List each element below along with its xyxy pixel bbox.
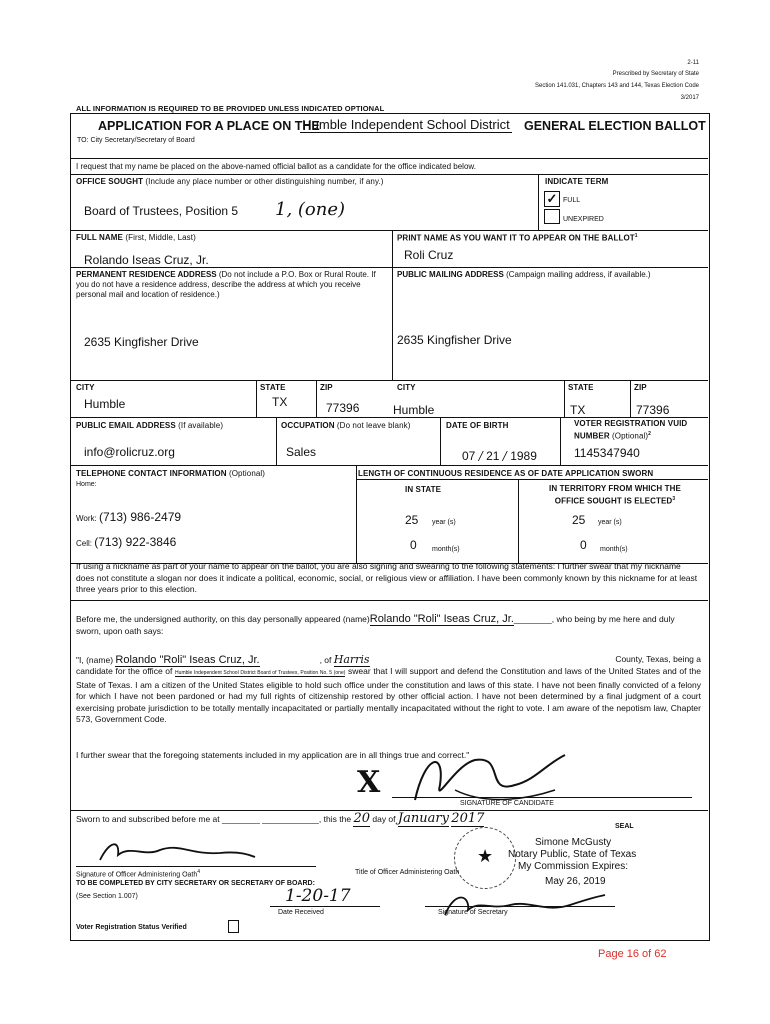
mailing-state-value[interactable]: TX xyxy=(570,403,586,417)
completed-by-label: TO BE COMPLETED BY CITY SECRETARY OR SECRETARY OF BOARD: xyxy=(76,880,315,887)
form-title-right: GENERAL ELECTION BALLOT xyxy=(524,119,706,133)
office-sought-label: OFFICE SOUGHT (Include any place number or other distinguishing number, if any.) xyxy=(76,177,384,186)
notary-line2: My Commission Expires: xyxy=(518,861,629,872)
cell-phone[interactable]: Cell: (713) 922-3846 xyxy=(76,535,177,549)
territory-years-value[interactable]: 25 xyxy=(572,513,586,527)
see-section-label: (See Section 1.007) xyxy=(76,893,138,900)
mailing-address-label: PUBLIC MAILING ADDRESS (Campaign mailing address, if available.) xyxy=(397,270,651,279)
state-years-value[interactable]: 25 xyxy=(405,513,419,527)
before-me-statement: Before me, the undersigned authority, on this day personally appeared (name)Rolando "Roli" Iseas Cruz, Jr.________, who being by me here and duly sworn, upon oath says: xyxy=(76,613,675,636)
full-name-value[interactable]: Rolando Iseas Cruz, Jr. xyxy=(84,253,209,267)
territory-months-value[interactable]: 0 xyxy=(580,538,587,552)
oath-swear-text: candidate for the office of Humble Independent School District Board of Trustees, Position No. 5 (one) swear that I will support and defend the Constitution and laws of the United States and of the State of Texas. I am a citizen of the United States eligible to hold such office under the constitution and laws of this state. I have not been finally convicted of a felony for which I have not been pardoned or had my full rights of citizenship restored by other official action. I have not been determined by a final judgment of a court exercising probate jurisdiction to be totally mentally incapacitated or partially mentally incapacitated without the right to vote. I am aware of the nepotism law, Chapter 573, Government Code. xyxy=(76,666,701,724)
occupation-value[interactable]: Sales xyxy=(286,445,317,459)
ballot-name-value[interactable]: Roli Cruz xyxy=(404,248,454,262)
signature-x-mark: X xyxy=(357,765,381,800)
office-sought-value[interactable]: Board of Trustees, Position 5 xyxy=(84,204,239,218)
state-months-label: month(s) xyxy=(432,546,460,553)
email-value[interactable]: info@rolicruz.org xyxy=(84,445,175,459)
work-phone[interactable]: Work: (713) 986-2479 xyxy=(76,510,182,524)
occupation-label: OCCUPATION (Do not leave blank) xyxy=(281,421,411,430)
page-number: Page 16 of 62 xyxy=(598,948,667,960)
territory-years-label: year (s) xyxy=(598,519,622,526)
dob-value[interactable]: 07 / 21 / 1989 xyxy=(462,449,537,463)
full-term-checkbox[interactable] xyxy=(544,191,560,207)
prescribed-by: Prescribed by Secretary of State xyxy=(612,71,699,77)
voter-status-label: Voter Registration Status Verified xyxy=(76,924,187,931)
mailing-zip-label: ZIP xyxy=(634,383,647,392)
notary-seal-icon: ★ xyxy=(454,827,516,889)
in-state-label: IN STATE xyxy=(405,485,442,494)
term-label: INDICATE TERM xyxy=(545,177,609,186)
form-title-left: APPLICATION FOR A PLACE ON THE xyxy=(98,119,320,133)
mailing-state-label: STATE xyxy=(568,383,594,392)
full-name-label: FULL NAME (First, Middle, Last) xyxy=(76,233,196,242)
secretary-signature-image xyxy=(430,885,610,925)
residence-address-value[interactable]: 2635 Kingfisher Drive xyxy=(84,335,199,349)
territory-months-label: month(s) xyxy=(600,546,628,553)
candidate-signature-label: SIGNATURE OF CANDIDATE xyxy=(460,800,554,807)
state-years-label: year (s) xyxy=(432,519,456,526)
zip-label: ZIP xyxy=(320,383,333,392)
required-notice: ALL INFORMATION IS REQUIRED TO BE PROVIDED UNLESS INDICATED OPTIONAL xyxy=(76,104,385,113)
statute-section: Section 141.031, Chapters 143 and 144, Texas Election Code xyxy=(534,83,699,89)
oath-name-line: "I, (name) Rolando "Roli" Iseas Cruz, Jr. , of Harris County, Texas, being a xyxy=(76,653,701,666)
residence-length-label: LENGTH OF CONTINUOUS RESIDENCE AS OF DATE APPLICATION SWORN xyxy=(358,469,654,478)
form-number: 2-11 xyxy=(687,60,699,66)
vuid-label: VOTER REGISTRATION VUID NUMBER (Optional)$^2$ xyxy=(574,419,688,441)
district-name: Humble Independent School District xyxy=(300,117,512,133)
notary-line3: May 26, 2019 xyxy=(545,876,606,887)
zip-value[interactable]: 77396 xyxy=(326,401,360,415)
revision-date: 3/2017 xyxy=(680,95,699,101)
notary-line1: Notary Public, State of Texas xyxy=(508,849,637,860)
mailing-city-value[interactable]: Humble xyxy=(393,403,435,417)
city-label: CITY xyxy=(76,383,95,392)
office-handwritten-note: 1, (one) xyxy=(275,199,346,220)
ballot-name-label: PRINT NAME AS YOU WANT IT TO APPEAR ON THE BALLOT$^1$ xyxy=(397,233,638,243)
residence-address-label: PERMANENT RESIDENCE ADDRESS (Do not include a P.O. Box or Rural Route. If you do not have a residence address, describe the address at which you receive personal mail and location of residence.) xyxy=(76,270,376,299)
phone-label: TELEPHONE CONTACT INFORMATION (Optional) xyxy=(76,469,266,478)
state-months-value[interactable]: 0 xyxy=(410,538,417,552)
full-term-label: FULL xyxy=(563,197,581,204)
officer-title-label: Title of Officer Administering Oath xyxy=(355,869,460,876)
nickname-statement: If using a nickname as part of your name to appear on the ballot, you are also signing and swearing to the following statements: I further swear that my nickname does not constitute a slogan nor does it indicate a political, economic, social, or religious view or affiliation. I have been commonly known by this nickname for at least three years prior to this election. xyxy=(76,561,698,594)
date-received-value[interactable]: 1-20-17 xyxy=(285,886,351,906)
secretary-signature-label: Signature of Secretary xyxy=(438,909,508,916)
notary-name: Simone McGusty xyxy=(535,837,612,848)
city-value[interactable]: Humble xyxy=(84,397,126,411)
mailing-address-value[interactable]: 2635 Kingfisher Drive xyxy=(397,333,512,347)
voter-status-checkbox[interactable] xyxy=(228,920,239,933)
further-swear-text: I further swear that the foregoing statements included in my application are in all things true and correct." xyxy=(76,750,470,760)
officer-signature-label: Signature of Officer Administering Oath$^4$ xyxy=(76,869,201,879)
home-phone-label: Home: xyxy=(76,481,97,488)
state-label: STATE xyxy=(260,383,286,392)
date-received-label: Date Received xyxy=(278,909,324,916)
seal-label: SEAL xyxy=(615,823,634,830)
vuid-value[interactable]: 1145347940 xyxy=(574,446,640,460)
dob-label: DATE OF BIRTH xyxy=(446,421,509,430)
request-statement: I request that my name be placed on the above-named official ballot as a candidate for the office indicated below. xyxy=(76,162,476,171)
email-label: PUBLIC EMAIL ADDRESS (If available) xyxy=(76,421,224,430)
mailing-city-label: CITY xyxy=(397,383,416,392)
mailing-zip-value[interactable]: 77396 xyxy=(636,403,670,417)
sworn-line: Sworn to and subscribed before me at ________ ____________, this the 20 day of January 2017 xyxy=(76,811,485,826)
state-value[interactable]: TX xyxy=(272,395,288,409)
officer-signature-image xyxy=(90,835,260,870)
unexpired-term-checkbox[interactable] xyxy=(544,209,560,224)
check-icon: ✓ xyxy=(546,191,558,206)
in-territory-label: IN TERRITORY FROM WHICH THE OFFICE SOUGHT IS ELECTED$^3$ xyxy=(549,484,681,506)
unexpired-term-label: UNEXPIRED xyxy=(563,216,604,223)
addressee-line: TO: City Secretary/Secretary of Board xyxy=(77,137,195,144)
